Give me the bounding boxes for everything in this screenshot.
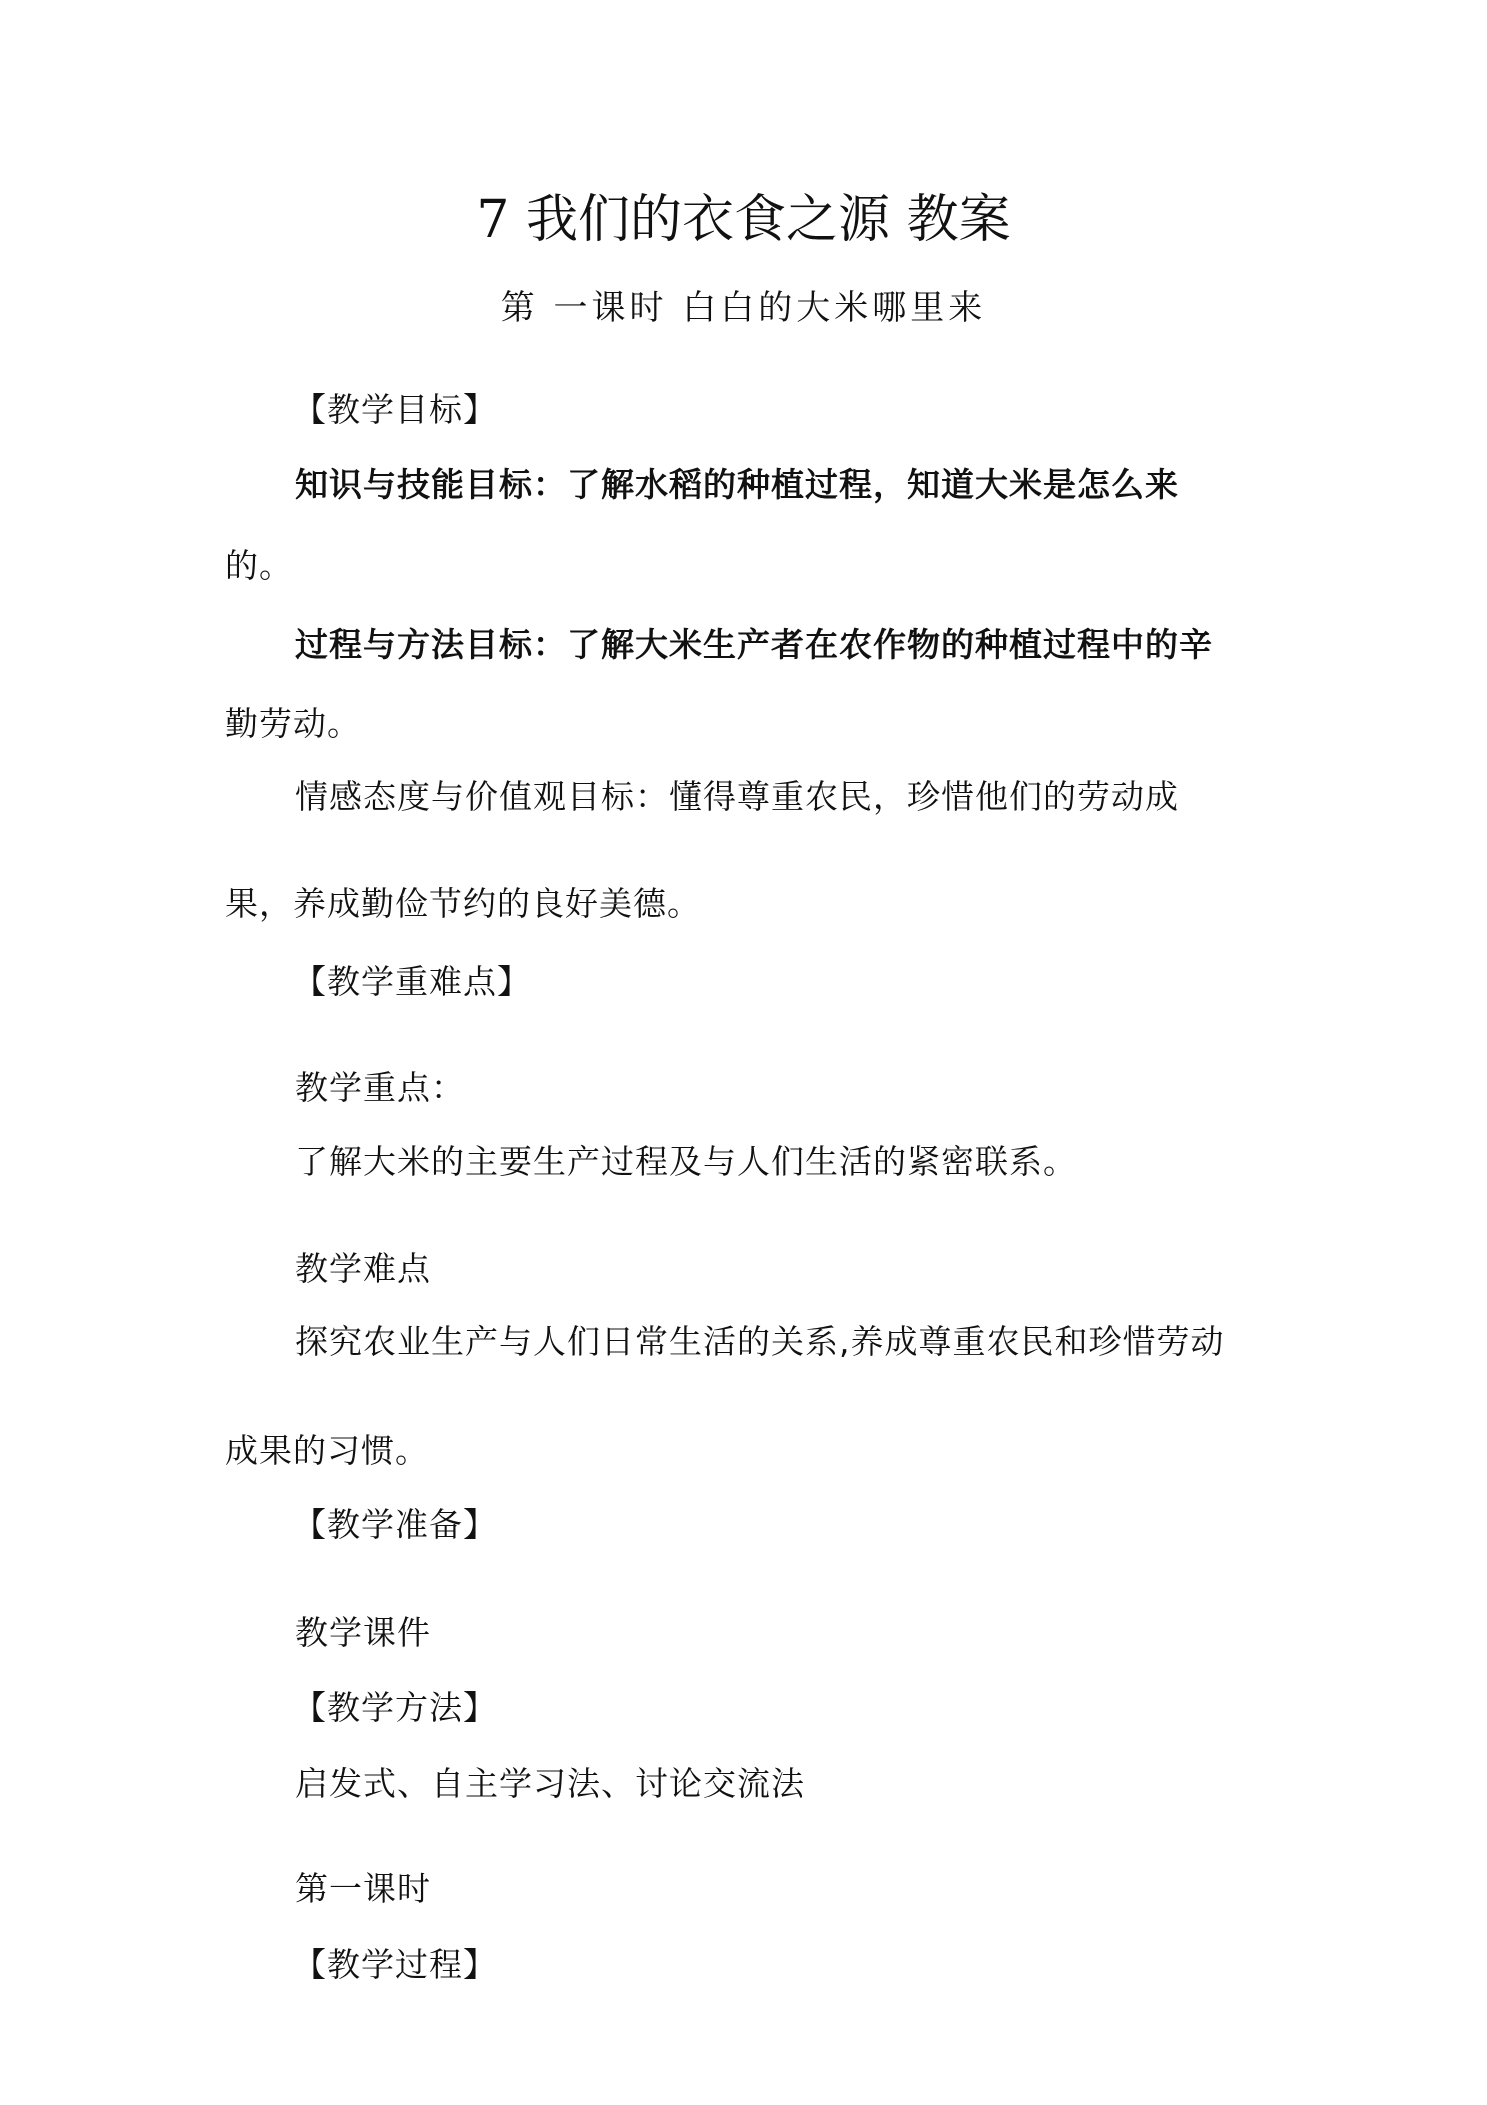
- objective-emotion-line-1: 情感态度与价值观目标：懂得尊重农民，珍惜他们的劳动成: [295, 777, 1179, 816]
- key-point-text: 了解大米的主要生产过程及与人们生活的紧密联系。: [295, 1142, 1077, 1181]
- difficulty-line-1: 探究农业生产与人们日常生活的关系,养成尊重农民和珍惜劳动: [295, 1322, 1225, 1361]
- key-point-label: 教学重点：: [295, 1068, 465, 1107]
- section-heading-prep: 【教学准备】: [293, 1505, 497, 1544]
- objective-process-line-2: 勤劳动。: [225, 704, 361, 743]
- lesson-label: 第一课时: [295, 1869, 431, 1908]
- section-heading-method: 【教学方法】: [293, 1688, 497, 1727]
- section-heading-keypoints: 【教学重难点】: [293, 962, 531, 1001]
- objective-knowledge-line-1: 知识与技能目标：了解水稻的种植过程，知道大米是怎么来: [295, 465, 1179, 504]
- document-subtitle: 第 一课时 白白的大米哪里来: [500, 288, 987, 328]
- section-heading-objectives: 【教学目标】: [293, 390, 497, 429]
- document-title: 7 我们的衣食之源 教案: [476, 190, 1011, 250]
- difficulty-line-2: 成果的习惯。: [225, 1431, 429, 1470]
- objective-process-line-1: 过程与方法目标：了解大米生产者在农作物的种植过程中的辛: [295, 625, 1213, 664]
- method-text: 启发式、自主学习法、讨论交流法: [295, 1764, 805, 1803]
- difficulty-label: 教学难点: [295, 1249, 431, 1288]
- section-heading-process: 【教学过程】: [293, 1945, 497, 1984]
- objective-emotion-line-2: 果，养成勤俭节约的良好美德。: [225, 884, 701, 923]
- prep-text: 教学课件: [295, 1613, 431, 1652]
- objective-knowledge-line-2: 的。: [225, 546, 293, 585]
